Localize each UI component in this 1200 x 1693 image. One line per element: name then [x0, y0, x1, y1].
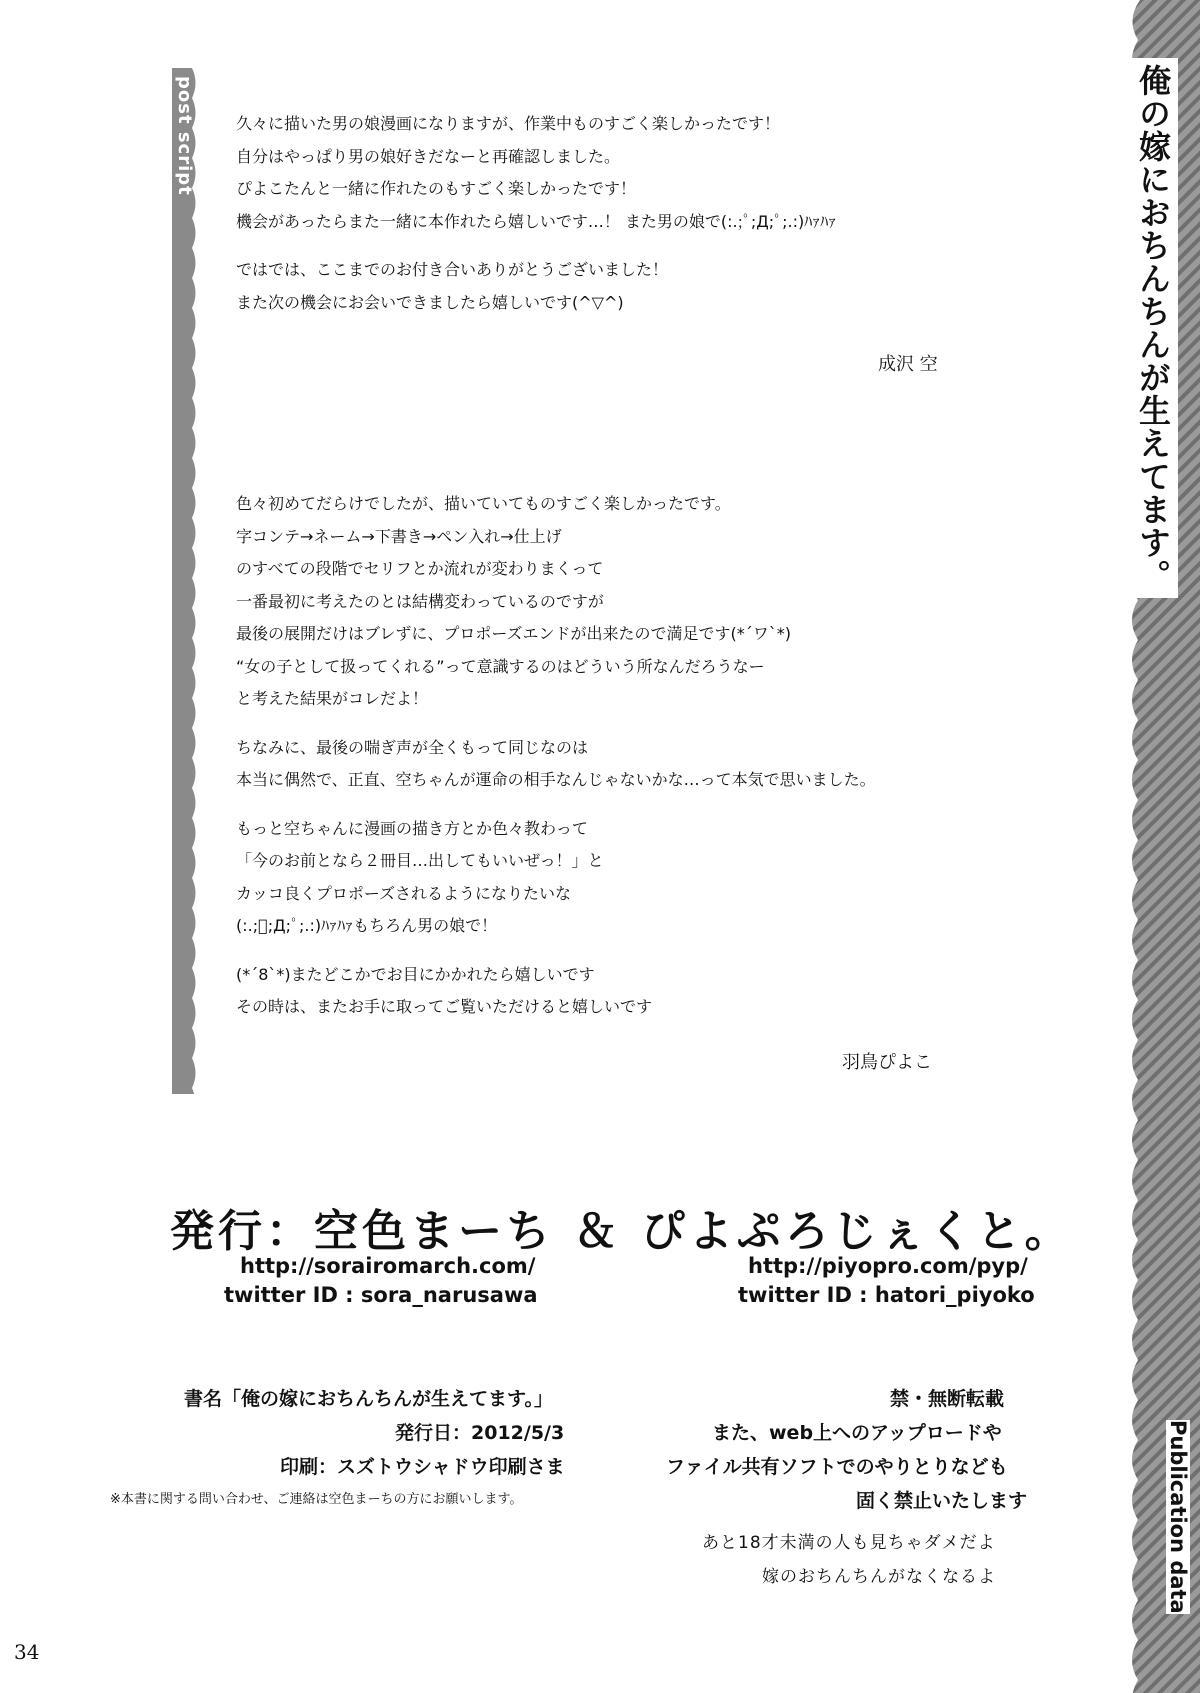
text-line: (*´8`*)またどこかでお目にかかれたら嬉しいです	[236, 964, 595, 984]
signature-narusawa: 成沢 空	[878, 354, 938, 375]
text-line: ぴよこたんと一緒に作れたのもすごく楽しかったです！	[236, 179, 637, 198]
text-line: 本当に偶然で、正直、空ちゃんが運命の相手なんじゃないかな…って本気で思いました。	[236, 770, 876, 789]
note-narusawa	[236, 108, 836, 335]
notice-line-2: また、web上へのアップロードや	[712, 1422, 1002, 1444]
note-hatori	[236, 488, 876, 1040]
right-twitter: twitter ID : hatori_piyoko	[738, 1283, 1035, 1307]
text-line: “女の子として扱ってくれる”って意識するのはどういう所なんだろうなー	[236, 656, 765, 676]
page-number: 34	[14, 1640, 40, 1664]
text-line: ちなみに、最後の喘ぎ声が全くもって同じなのは	[236, 737, 589, 757]
notice-line-1: 禁・無断転載	[890, 1388, 1005, 1410]
post-script-bar	[172, 68, 199, 1094]
publisher-heading: 発行：空色まーち ＆ ぴよぷろじぇくと。	[170, 1206, 1073, 1257]
text-line: 機会があったらまた一緒に本作れたら嬉しいです…！ また男の娘で(:.;ﾟ;Д;ﾟ;.:)ﾊｧﾊｧ	[236, 211, 837, 231]
handwritten-note-2: 嫁のおちんちんがなくなるよ	[762, 1567, 996, 1587]
paragraph	[236, 108, 836, 238]
paragraph	[236, 813, 876, 943]
notice-line-3: ファイル共有ソフトでのやりとりなども	[666, 1456, 1008, 1478]
text-line: その時は、またお手に取ってご覧いただけると嬉しいです	[236, 997, 653, 1016]
paragraph	[236, 732, 876, 797]
notice-line-4: 固く禁止いたします	[856, 1490, 1028, 1512]
publish-date: 発行日：2012/5/3	[395, 1422, 565, 1444]
paragraph	[236, 488, 876, 716]
text-line: また次の機会にお会いできましたら嬉しいです(^▽^)	[236, 292, 624, 312]
text-line: と考えた結果がコレだよ！	[236, 689, 429, 708]
text-line: 色々初めてだらけでしたが、描いていてものすごく楽しかったです。	[236, 494, 731, 513]
post-script-label: post script	[174, 76, 195, 196]
text-line: 一番最初に考えたのとは結構変わっているのですが	[236, 591, 604, 611]
contact-note: ※本書に関する問い合わせ、ご連絡は空色まーちの方にお願いします。	[110, 1492, 523, 1507]
text-line: 字コンテ→ネーム→下書き→ペン入れ→仕上げ	[236, 526, 562, 546]
text-line: 自分はやっぱり男の娘好きだなーと再確認しました。	[236, 146, 621, 166]
text-line: 久々に描いた男の娘漫画になりますが、作業中ものすごく楽しかったです！	[236, 114, 781, 133]
handwritten-note-1: あと18才未満の人も見ちゃダメだよ	[702, 1533, 996, 1553]
paragraph	[236, 959, 876, 1024]
spine-title: 俺の嫁におちんちんが生えてます。	[1128, 58, 1178, 598]
publication-data-label: Publication data	[1166, 1420, 1190, 1614]
book-title: 書名「俺の嫁におちんちんが生えてます。」	[184, 1388, 553, 1410]
text-line: ではでは、ここまでのお付き合いありがとうございました！	[236, 260, 669, 279]
left-twitter: twitter ID : sora_narusawa	[224, 1283, 538, 1307]
right-url: http://piyopro.com/pyp/	[748, 1254, 1028, 1278]
paragraph	[236, 254, 836, 319]
text-line: 最後の展開だけはブレずに、プロポーズエンドが出来たので満足です(*´ワ`*)	[236, 624, 792, 643]
text-line: 「今のお前となら２冊目…出してもいいぜっ！」と	[236, 851, 604, 870]
text-line: もっと空ちゃんに漫画の描き方とか色々教わって	[236, 818, 588, 838]
signature-hatori: 羽鳥ぴよこ	[842, 1052, 932, 1073]
text-line: のすべての段階でセリフとか流れが変わりまくって	[236, 559, 604, 578]
text-line: カッコ良くプロポーズされるようになりたいな	[236, 883, 572, 903]
text-line: (:.;ﾟ;Д;ﾟ;.:)ﾊｧﾊｧもちろん男の娘で！	[236, 916, 498, 935]
printer: 印刷：スズトウシャドウ印刷さま	[280, 1456, 565, 1478]
left-url: http://sorairomarch.com/	[240, 1254, 536, 1278]
